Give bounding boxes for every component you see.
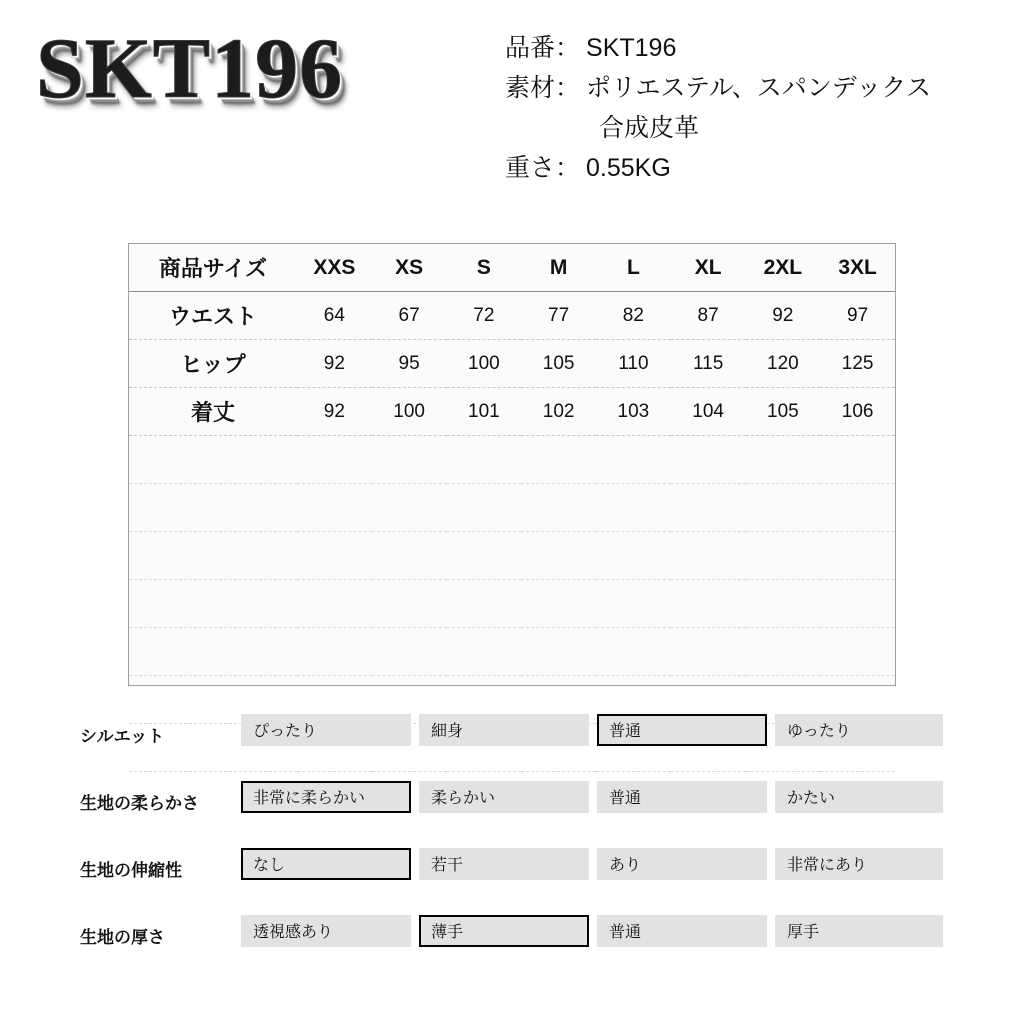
size-chart-empty-cell <box>372 532 447 580</box>
size-chart-row <box>129 388 895 436</box>
attribute-option-selected[interactable]: 普通 <box>597 714 767 746</box>
size-chart-cell: 92 <box>746 292 821 340</box>
size-chart-empty-cell <box>596 484 671 532</box>
size-chart-empty-cell <box>671 580 746 628</box>
size-chart-empty-cell <box>447 628 522 676</box>
size-chart-cell: 92 <box>297 388 372 436</box>
size-chart-empty-cell <box>297 484 372 532</box>
size-chart-row-label: 着丈 <box>129 388 297 436</box>
attribute-label: 生地の厚さ <box>80 928 165 947</box>
spec-label-model: 品番： <box>505 34 581 62</box>
size-chart-corner-label: 商品サイズ <box>129 244 297 292</box>
attribute-option[interactable]: 厚手 <box>775 915 943 947</box>
size-chart-row-label: ウエスト <box>129 292 297 340</box>
size-chart-cell: 100 <box>372 388 447 436</box>
attribute-label: シルエット <box>80 727 165 746</box>
spec-value-material-2: 合成皮革 <box>599 114 700 142</box>
product-logo: SKT196 <box>36 20 344 116</box>
spec-label-material: 素材： <box>505 74 581 102</box>
size-chart-empty-cell <box>129 484 297 532</box>
size-chart-cell: 102 <box>521 388 596 436</box>
size-chart-row-label: ヒップ <box>129 340 297 388</box>
size-chart-empty-cell <box>820 580 895 628</box>
size-chart-empty-cell <box>521 580 596 628</box>
size-chart-column-header: 3XL <box>820 244 895 292</box>
size-chart-empty-cell <box>447 580 522 628</box>
size-chart-cell: 95 <box>372 340 447 388</box>
size-chart-empty-cell <box>596 532 671 580</box>
size-chart-cell: 105 <box>746 388 821 436</box>
size-chart-empty-cell <box>820 436 895 484</box>
size-chart-empty-cell <box>297 628 372 676</box>
attribute-option[interactable]: かたい <box>775 781 943 813</box>
size-chart-empty-cell <box>746 532 821 580</box>
size-chart-cell: 110 <box>596 340 671 388</box>
spec-row-material <box>505 68 1015 108</box>
size-chart-table <box>129 244 895 772</box>
size-chart-header-row <box>129 244 895 292</box>
size-chart <box>128 243 896 686</box>
attribute-row <box>0 706 1024 773</box>
size-chart-cell: 104 <box>671 388 746 436</box>
size-chart-empty-cell <box>447 484 522 532</box>
size-chart-cell: 77 <box>521 292 596 340</box>
size-chart-empty-cell <box>447 436 522 484</box>
attribute-option[interactable]: 細身 <box>419 714 589 746</box>
size-chart-column-header: XS <box>372 244 447 292</box>
size-chart-empty-cell <box>447 532 522 580</box>
size-chart-empty-row <box>129 580 895 628</box>
size-chart-cell: 125 <box>820 340 895 388</box>
size-chart-row <box>129 340 895 388</box>
spec-value-model: SKT196 <box>586 34 677 62</box>
size-chart-cell: 106 <box>820 388 895 436</box>
size-chart-empty-cell <box>746 436 821 484</box>
header <box>0 0 1024 228</box>
size-chart-empty-cell <box>129 436 297 484</box>
size-chart-empty-cell <box>372 580 447 628</box>
spec-row-weight <box>505 148 1015 188</box>
size-chart-cell: 103 <box>596 388 671 436</box>
size-chart-empty-cell <box>596 436 671 484</box>
size-chart-empty-cell <box>671 628 746 676</box>
size-chart-empty-cell <box>372 628 447 676</box>
size-chart-empty-row <box>129 628 895 676</box>
attribute-option[interactable]: 若干 <box>419 848 589 880</box>
attribute-option-selected[interactable]: 非常に柔らかい <box>241 781 411 813</box>
size-chart-row <box>129 292 895 340</box>
size-chart-empty-cell <box>820 628 895 676</box>
size-chart-cell: 87 <box>671 292 746 340</box>
size-chart-empty-cell <box>521 532 596 580</box>
size-chart-empty-row <box>129 484 895 532</box>
attribute-option[interactable]: 非常にあり <box>775 848 943 880</box>
size-chart-empty-cell <box>372 484 447 532</box>
size-chart-empty-cell <box>596 580 671 628</box>
size-chart-empty-row <box>129 532 895 580</box>
size-chart-empty-cell <box>820 532 895 580</box>
size-chart-cell: 64 <box>297 292 372 340</box>
size-chart-empty-cell <box>820 484 895 532</box>
size-chart-empty-cell <box>521 628 596 676</box>
attribute-label: 生地の柔らかさ <box>80 794 199 813</box>
size-chart-cell: 105 <box>521 340 596 388</box>
size-chart-column-header: XL <box>671 244 746 292</box>
size-chart-empty-cell <box>297 436 372 484</box>
attribute-option-selected[interactable]: なし <box>241 848 411 880</box>
spec-row-model <box>505 28 1015 68</box>
spec-row-material-cont <box>505 108 1015 148</box>
attribute-label: 生地の伸縮性 <box>80 861 182 880</box>
attribute-option[interactable]: 透視感あり <box>241 915 411 947</box>
attribute-option[interactable]: あり <box>597 848 767 880</box>
spec-list <box>505 28 1015 188</box>
size-chart-empty-cell <box>297 532 372 580</box>
spec-label-weight: 重さ： <box>505 154 581 182</box>
attribute-row <box>0 907 1024 974</box>
size-chart-empty-cell <box>129 628 297 676</box>
attribute-option[interactable]: 普通 <box>597 915 767 947</box>
size-chart-cell: 92 <box>297 340 372 388</box>
size-chart-empty-cell <box>372 436 447 484</box>
spec-value-material: ポリエステル、スパンデックス <box>586 74 932 102</box>
attribute-row <box>0 840 1024 907</box>
size-chart-empty-cell <box>521 484 596 532</box>
attribute-option[interactable]: 普通 <box>597 781 767 813</box>
size-chart-empty-cell <box>596 628 671 676</box>
size-chart-column-header: L <box>596 244 671 292</box>
size-chart-empty-cell <box>297 580 372 628</box>
size-chart-column-header: M <box>521 244 596 292</box>
size-chart-empty-cell <box>671 436 746 484</box>
size-chart-column-header: S <box>447 244 522 292</box>
attribute-option[interactable]: 柔らかい <box>419 781 589 813</box>
size-chart-empty-row <box>129 436 895 484</box>
attribute-row <box>0 773 1024 840</box>
size-chart-cell: 72 <box>447 292 522 340</box>
size-chart-empty-cell <box>746 580 821 628</box>
attribute-option[interactable]: ゆったり <box>775 714 943 746</box>
size-chart-empty-cell <box>746 484 821 532</box>
size-chart-empty-cell <box>129 532 297 580</box>
size-chart-empty-cell <box>521 436 596 484</box>
size-chart-empty-cell <box>671 484 746 532</box>
attribute-option-selected[interactable]: 薄手 <box>419 915 589 947</box>
size-chart-cell: 115 <box>671 340 746 388</box>
size-chart-empty-cell <box>671 532 746 580</box>
size-chart-column-header: XXS <box>297 244 372 292</box>
size-chart-empty-cell <box>746 628 821 676</box>
size-chart-cell: 67 <box>372 292 447 340</box>
size-chart-cell: 101 <box>447 388 522 436</box>
size-chart-cell: 120 <box>746 340 821 388</box>
spec-value-weight: 0.55KG <box>586 154 671 182</box>
size-chart-cell: 97 <box>820 292 895 340</box>
attribute-option[interactable]: ぴったり <box>241 714 411 746</box>
attribute-scales <box>0 706 1024 974</box>
size-chart-cell: 82 <box>596 292 671 340</box>
size-chart-empty-cell <box>129 580 297 628</box>
size-chart-cell: 100 <box>447 340 522 388</box>
size-chart-column-header: 2XL <box>746 244 821 292</box>
